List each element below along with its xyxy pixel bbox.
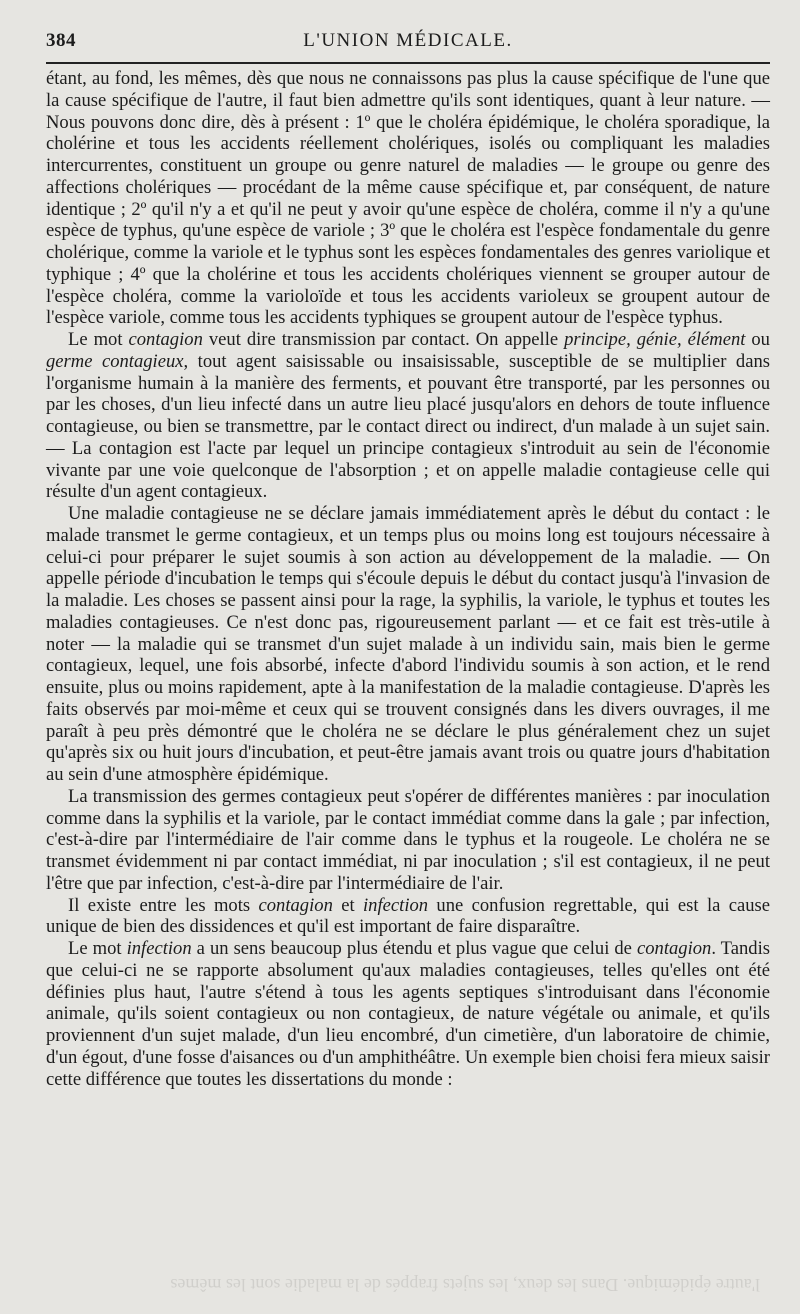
paragraph-p4 [46,786,770,895]
page-number: 384 [46,30,76,51]
text-run: La transmission des germes contagieux peut s'opérer de différentes manières : par inoculation comme dans la syphilis et la variole, par le contact immédiat comme dans la gale ; par infection, c'est-à-dire par l'intermédiaire de l'air comme dans le typhus et la rougeole. Le choléra ne se transmet évidemment ni par contact immédiat, ni par inoculation ; s'il est contagieux, il ne peut l'être que par infection, c'est-à-dire par l'intermédiaire de l'air. [46,785,770,894]
show-through-text: l'autre épidémique. Dans les deux, les sujets frappés de la maladie sont les mêmes [170,1275,760,1295]
italic-term: contagion [636,938,712,959]
article-body [46,68,770,1090]
paragraph-p2 [46,329,770,503]
italic-term: contagion [128,329,203,350]
header-rule [46,62,770,64]
text-run: veut dire transmission par contact. On appelle [202,329,565,350]
paragraph-p6 [46,938,770,1090]
running-title: L'UNION MÉDICALE. [303,30,513,51]
text-run: étant, au fond, les mêmes, dès que nous ne connaissons pas plus la cause spécifique de l'une que la cause spécifique de l'autre, il faut bien admettre qu'ils sont identiques, quant à leur nature. — Nous pouvons donc dire, dès à présent : 1º que le choléra épidémique, le choléra sporadique, la cholérine et tous les accidents réellement cholériques, isolés ou compliquant les maladies intercurrentes, constituent un groupe ou genre naturel de maladies — le groupe ou genre des affections cholériques — procédant de la même cause spécifique et, par conséquent, de nature identique ; 2º qu'il n'y a et qu'il ne peut y avoir qu'une espèce de choléra, comme il n'y a qu'une espèce de typhus, qu'une espèce de variole ; 3º que le choléra est l'espèce fondamentale du genre cholérique, comme la variole et le typhus sont les espèces fondamentales des genres variolique et typhique ; 4º que la cholérine et tous les accidents cholériques viennent se grouper autour de l'espèce choléra, comme la varioloïde et tous les accidents varioleux se groupent autour de l'espèce variole, comme tous les accidents typhiques se groupent autour de l'espèce typhus. [46,68,770,329]
text-run: , tout agent saisissable ou insaisissable, susceptible de se multiplier dans l'organisme humain à la manière des ferments, et pouvant être transporté, par les personnes ou par les choses, d'un lieu infecté dans un autre lieu placé jusqu'alors en dehors de toute influence contagieuse, ou bien se transmettre, par le contact direct ou indirect, d'un malade à un sujet sain. — La contagion est l'acte par lequel un principe contagieux s'introduit au sein de l'économie vivante par une voie quelconque de l'absorption ; et on appelle maladie contagieuse celle qui résulte d'un agent contagieux. [46,350,770,503]
text-run: une confusion regrettable, qui est la cause unique de bien des dissidences et qu'il est important de faire disparaître. [46,894,771,938]
text-run: Le mot [68,938,127,959]
italic-term: infection [363,894,429,916]
italic-term: contagion [258,894,333,916]
paragraph-p3 [46,503,770,786]
italic-term: principe, génie, élément [564,329,746,350]
paragraph-p1 [46,68,770,329]
text-run: . Tandis que celui-ci ne se rapporte absolument qu'aux maladies contagieuses, telles qu'elles ont été définies plus haut, l'autre s'étend à tous les agents septiques s'introduisant dans l'économie animale, qu'ils soient contagieux ou non contagieux, de nature végétale ou animale, et qu'ils proviennent d'un sujet malade, d'un lieu encombré, d'un cimetière, d'un laboratoire de chimie, d'un égout, d'une fosse d'aisances ou d'un amphithéâtre. Un exemple bien choisi fera mieux saisir cette différence que toutes les dissertations du monde : [46,938,770,1090]
text-run: a un sens beaucoup plus étendu et plus vague que celui de [191,938,637,959]
page-header [46,26,770,60]
text-run: ou [745,329,770,350]
italic-term: infection [126,938,192,959]
text-run: et [332,894,364,916]
text-run: Une maladie contagieuse ne se déclare jamais immédiatement après le début du contact : le malade transmet le germe contagieux, et un temps plus ou moins long est toujours nécessaire à celui-ci pour préparer le sujet soumis à son action au développement de la maladie. — On appelle période d'incubation le temps qui s'écoule depuis le début du contact jusqu'à l'invasion de la maladie. Les choses se passent ainsi pour la rage, la syphilis, la variole, le typhus et toutes les maladies contagieuses. Ce n'est donc pas, rigoureusement parlant — et ce fait est très-utile à noter — la maladie qui se transmet d'un sujet malade à un individu sain, mais bien le germe contagieux, lequel, une fois absorbé, infecte d'abord l'individu soumis à son action, et le rend ensuite, plus ou moins rapidement, apte à la manifestation de la maladie contagieuse. D'après les faits observés par moi-même et ceux qui se trouvent consignés dans les divers ouvrages, il me paraît à peu près démontré que le choléra ne se déclare le plus généralement chez un sujet qu'après six ou huit jours d'incubation, et peut-être jamais avant trois ou quatre jours d'habitation au sein d'une atmosphère épidémique. [46,503,770,785]
text-run: Le mot [68,329,129,350]
text-run: Il existe entre les mots [68,894,259,916]
paragraph-p5 [46,895,770,939]
italic-term: germe contagieux [46,350,184,372]
